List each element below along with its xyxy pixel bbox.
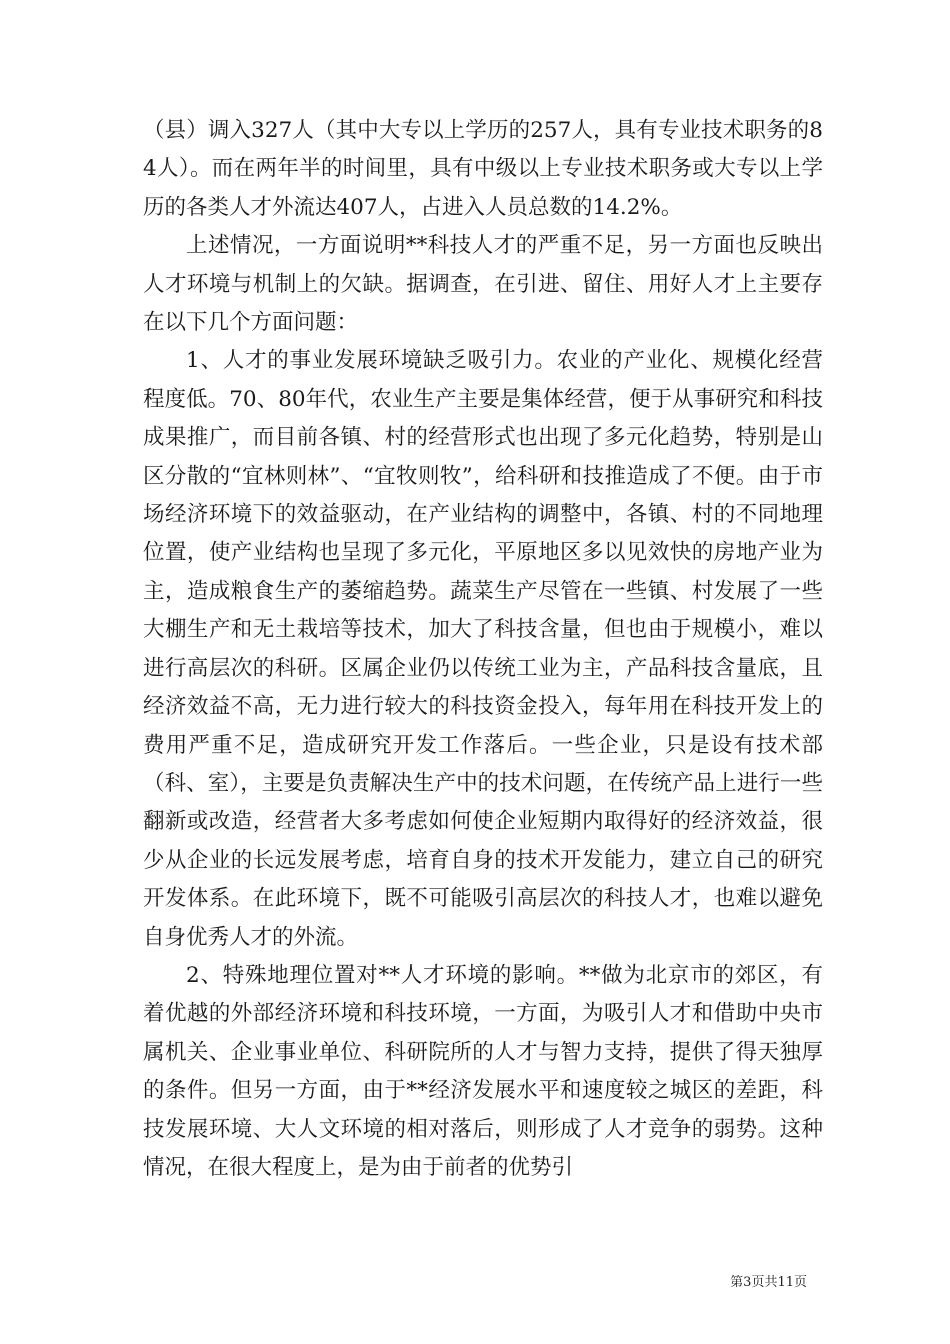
document-body: [143, 112, 823, 1187]
paragraph-point-2: 2、特殊地理位置对**人才环境的影响。**做为北京市的郊区，有着优越的外部经济环境和科技环境，一方面，为吸引人才和借助中央市属机关、企业事业单位、科研院所的人才与智力支持，提供了得天独厚的条件。但另一方面，由于**经济发展水平和速度较之城区的差距，科技发展环境、大人文环境的相对落后，则形成了人才竞争的弱势。这种情况，在很大程度上，是为由于前者的优势引: [143, 962, 823, 1180]
page-number: 第3页共11页: [730, 1275, 807, 1290]
paragraph-point-1: 1、人才的事业发展环境缺乏吸引力。农业的产业化、规模化经营程度低。70、80年代，农业生产主要是集体经营，便于从事研究和科技成果推广，而目前各镇、村的经营形式也出现了多元化趋势，特别是山区分散的“宜林则林”、“宜牧则牧”，给科研和技推造成了不便。由于市场经济环境下的效益驱动，在产业结构的调整中，各镇、村的不同地理位置，使产业结构也呈现了多元化，平原地区多以见效快的房地产业为主，造成粮食生产的萎缩趋势。蔬菜生产尽管在一些镇、村发展了一些大棚生产和无土栽培等技术，加大了科技含量，但也由于规模小，难以进行高层次的科研。区属企业仍以传统工业为主，产品科技含量底，且经济效益不高，无力进行较大的科技资金投入，每年用在科技开发上的费用严重不足，造成研究开发工作落后。一些企业，只是设有技术部（科、室），主要是负责解决生产中的技术问题，在传统产品上进行一些翻新或改造，经营者大多考虑如何使企业短期内取得好的经济效益，很少从企业的长远发展考虑，培育自身的技术开发能力，建立自己的研究开发体系。在此环境下，既不可能吸引高层次的科技人才，也难以避免自身优秀人才的外流。: [143, 348, 823, 950]
paragraph-summary: 上述情况，一方面说明**科技人才的严重不足，另一方面也反映出人才环境与机制上的欠缺。据调查，在引进、留住、用好人才上主要存在以下几个方面问题：: [143, 233, 823, 336]
paragraph-continuation: （县）调入327人（其中大专以上学历的257人，具有专业技术职务的84人）。而在两年半的时间里，具有中级以上专业技术职务或大专以上学历的各类人才外流达407人，占进入人员总数的14.2%。: [143, 118, 823, 220]
